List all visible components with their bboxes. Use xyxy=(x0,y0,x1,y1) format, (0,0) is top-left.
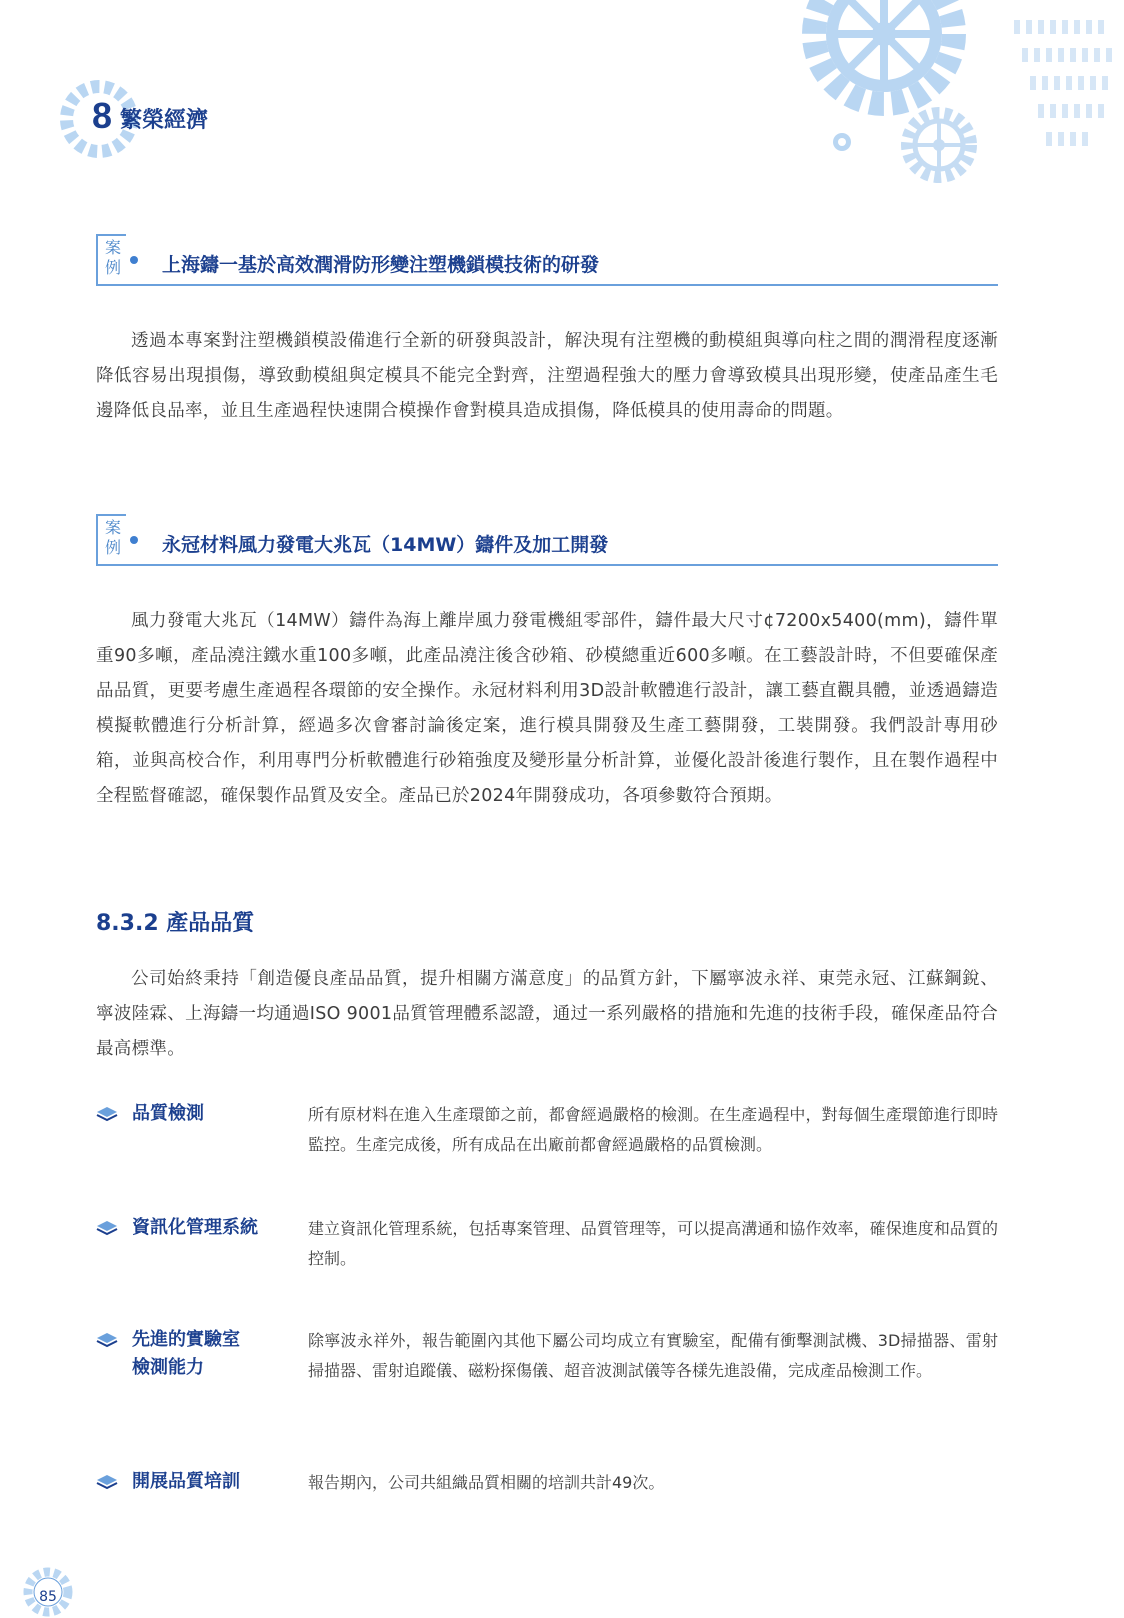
feature-label: 開展品質培訓 xyxy=(132,1471,240,1492)
feature-text: 所有原材料在進入生產環節之前，都會經過嚴格的檢測。在生產過程中，對每個生產環節進行即時監控。生產完成後，所有成品在出廠前都會經過嚴格的品質檢測。 xyxy=(308,1105,998,1154)
layers-icon xyxy=(96,1106,118,1122)
case-header xyxy=(96,234,998,286)
feature-text: 建立資訊化管理系統，包括專案管理、品質管理等，可以提高溝通和協作效率，確保進度和品質的控制。 xyxy=(308,1219,998,1268)
chapter-title: 繁榮經濟 xyxy=(120,108,209,133)
bullet-dot-icon xyxy=(130,536,138,544)
chapter-number: 8 xyxy=(92,95,113,136)
feature-label: 先進的實驗室 檢測能力 xyxy=(132,1329,240,1378)
section-paragraph: 公司始終秉持「創造優良產品品質，提升相關方滿意度」的品質方針，下屬寧波永祥、東莞永冠、江蘇鋼銳、寧波陸霖、上海鑄一均通過ISO 9001品質管理體系認證，通过一系列嚴格的措施和先進的技術手段，確保產品符合最高標準。 xyxy=(96,969,998,1059)
page-number: 85 xyxy=(39,1589,57,1605)
case-title: 永冠材料風力發電大兆瓦（14MW）鑄件及加工開發 xyxy=(162,534,609,556)
feature-label: 資訊化管理系統 xyxy=(132,1217,258,1238)
decorative-gears-icon xyxy=(794,0,1124,210)
layers-icon xyxy=(96,1332,118,1348)
layers-icon xyxy=(96,1474,118,1490)
feature-text: 除寧波永祥外，報告範圍內其他下屬公司均成立有實驗室，配備有衝擊測試機、3D掃描器、雷射掃描器、雷射追蹤儀、磁粉探傷儀、超音波測試儀等各樣先進設備，完成產品檢測工作。 xyxy=(308,1331,998,1380)
feature-label: 品質檢測 xyxy=(132,1103,204,1124)
bullet-dot-icon xyxy=(130,256,138,264)
case-tag: 案 例 xyxy=(104,238,121,277)
case-paragraph: 透過本專案對注塑機鎖模設備進行全新的研發與設計，解決現有注塑機的動模組與導向柱之間的潤滑程度逐漸降低容易出現損傷，導致動模組與定模具不能完全對齊，注塑過程強大的壓力會導致模具出現形變，使產品產生毛邊降低良品率，並且生產過程快速開合模操作會對模具造成損傷，降低模具的使用壽命的問題。 xyxy=(96,331,998,421)
layers-icon xyxy=(96,1220,118,1236)
section-heading: 8.3.2 產品品質 xyxy=(96,911,255,936)
case-paragraph: 風力發電大兆瓦（14MW）鑄件為海上離岸風力發電機組零部件，鑄件最大尺寸¢7200x5400(mm)，鑄件單重90多噸，產品澆注鐵水重100多噸，此產品澆注後含砂箱、砂模總重近600多噸。在工藝設計時，不但要確保產品品質，更要考慮生產過程各環節的安全操作。永冠材料利用3D設計軟體進行設計，讓工藝直觀具體，並透過鑄造模擬軟體進行分析計算，經過多次會審討論後定案，進行模具開發及生產工藝開發，工裝開發。我們設計專用砂箱，並與高校合作，利用專門分析軟體進行砂箱強度及變形量分析計算，並優化設計後進行製作，且在製作過程中全程監督確認，確保製作品質及安全。產品已於2024年開發成功，各項參數符合預期。 xyxy=(96,611,998,806)
case-tag: 案 例 xyxy=(104,518,121,557)
divider xyxy=(96,564,998,566)
divider xyxy=(96,284,998,286)
case-title: 上海鑄一基於高效潤滑防形變注塑機鎖模技術的研發 xyxy=(162,254,600,276)
feature-text: 報告期內，公司共組織品質相關的培訓共計49次。 xyxy=(308,1473,665,1492)
case-header xyxy=(96,514,998,566)
